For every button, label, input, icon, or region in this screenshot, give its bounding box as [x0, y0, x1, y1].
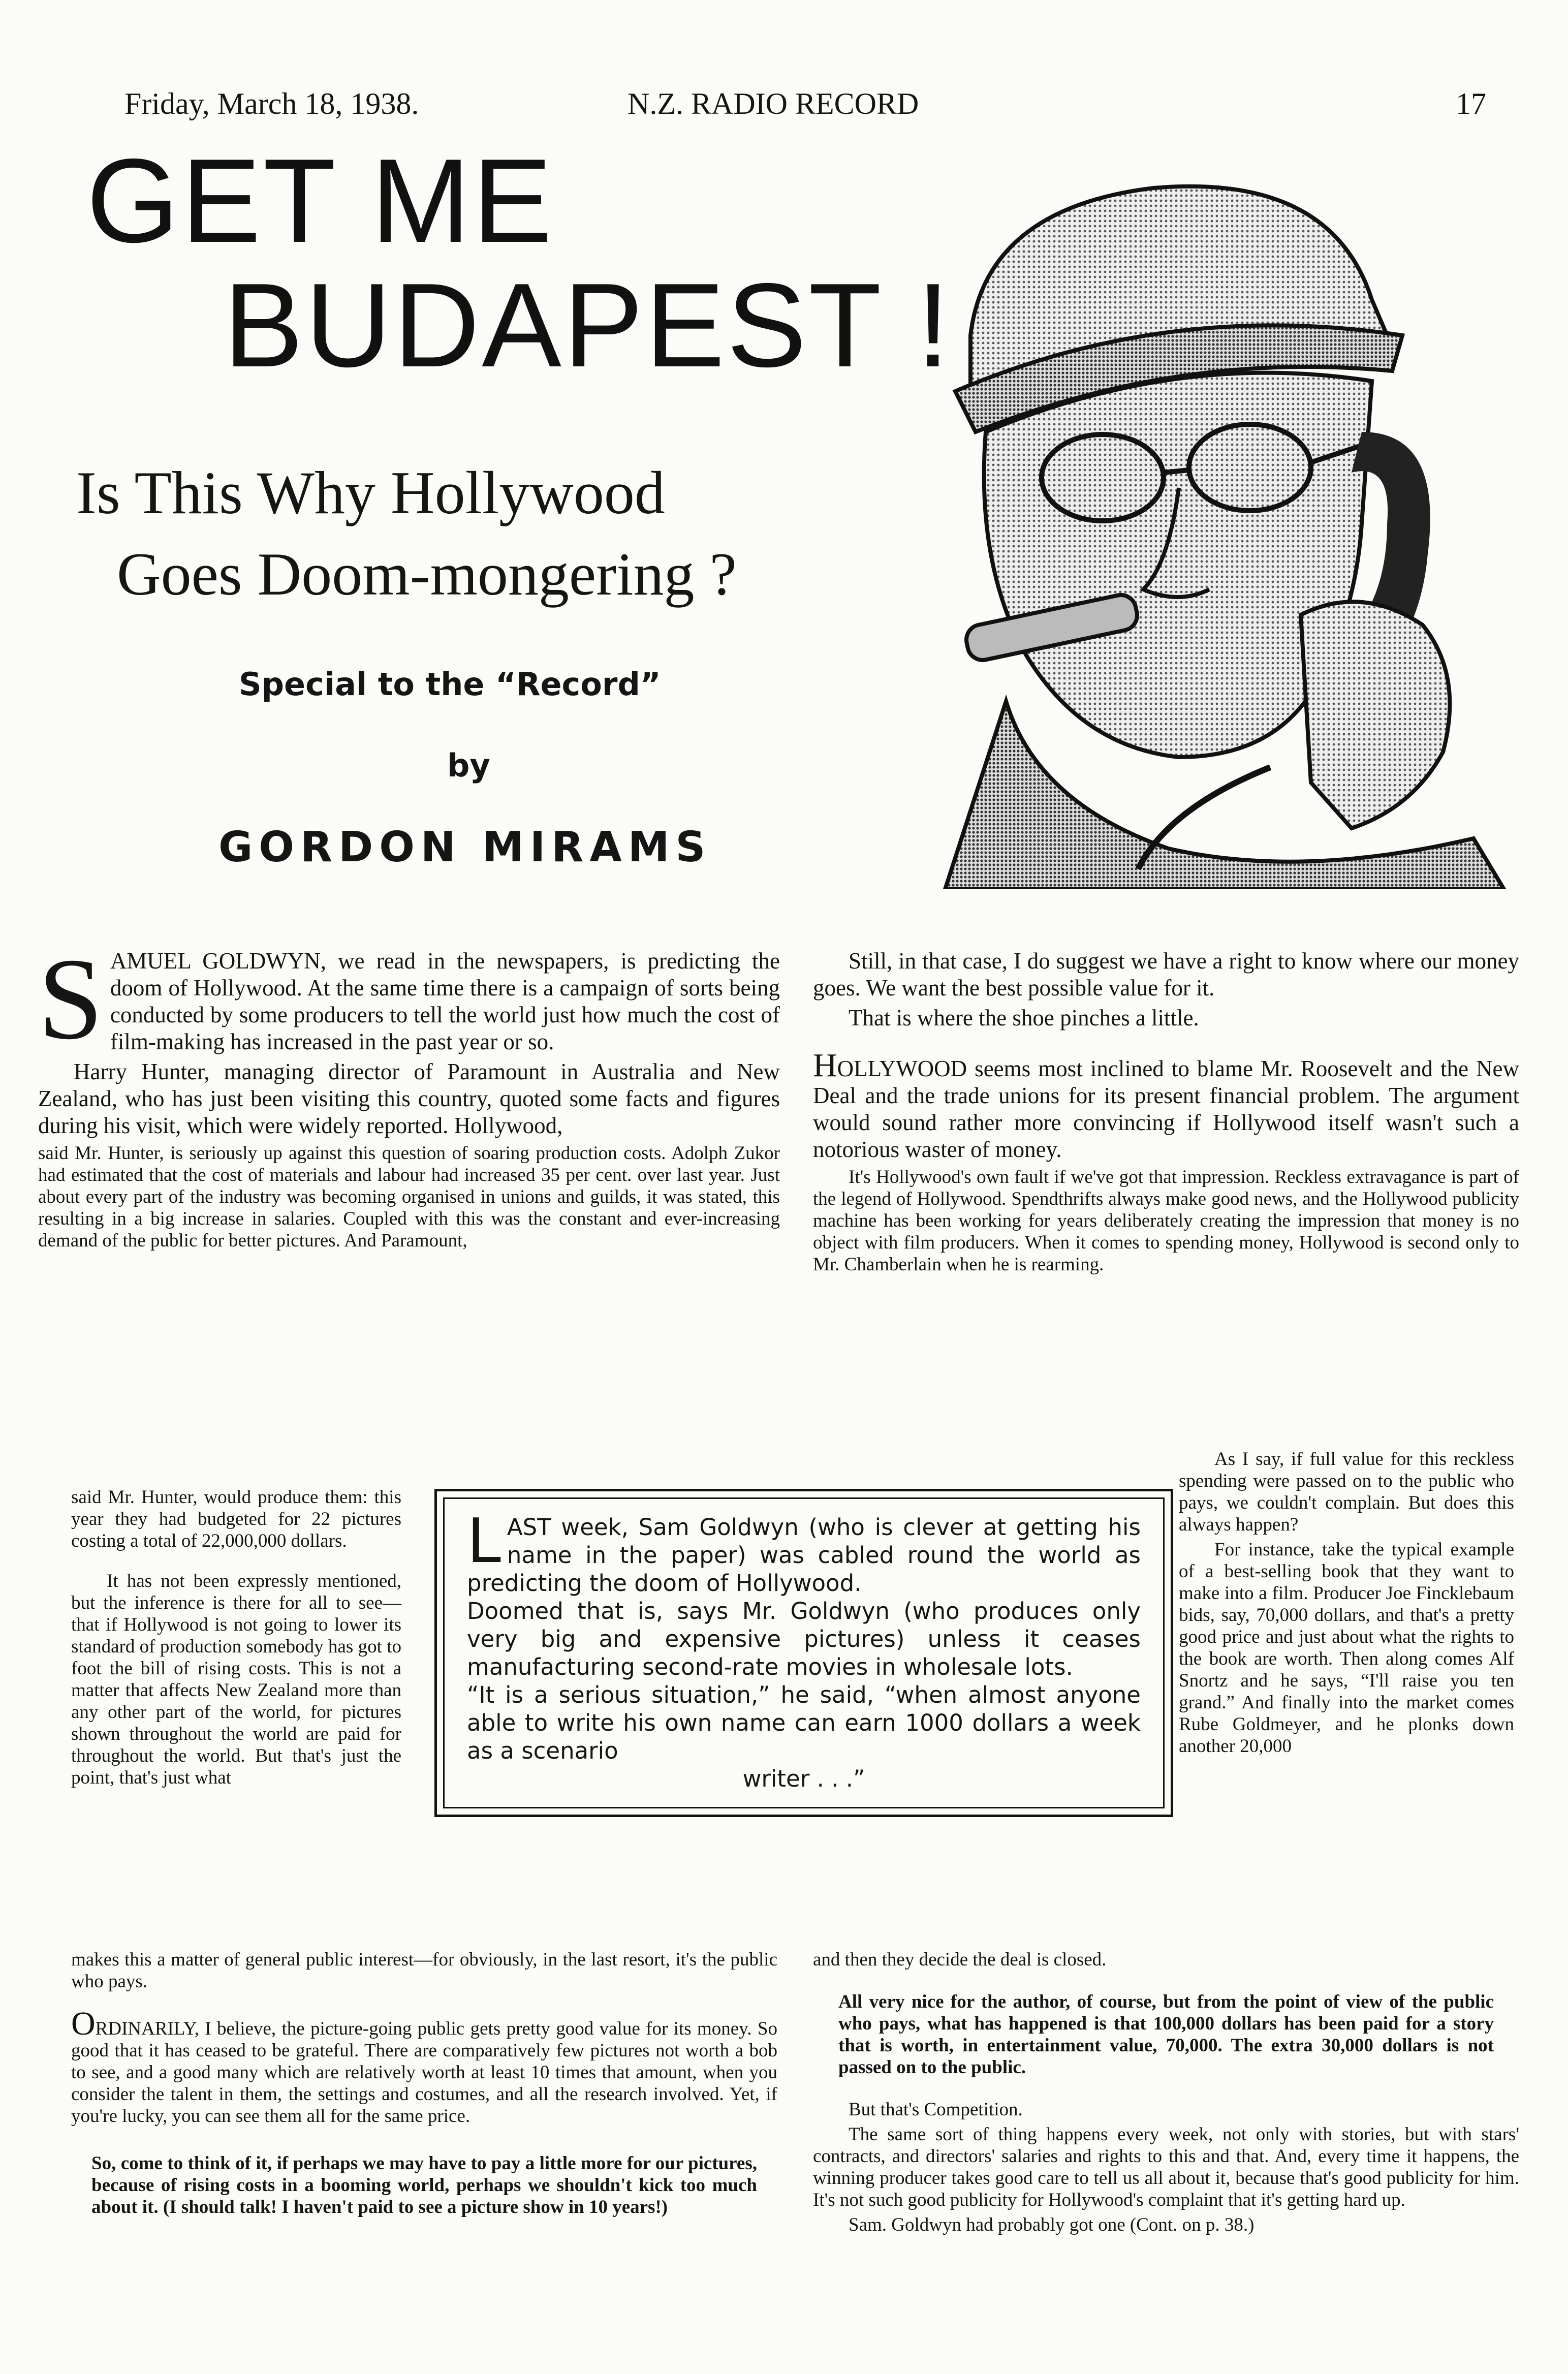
- headline-line-2: BUDAPEST !: [224, 258, 952, 392]
- boxout-inner: [443, 1497, 1165, 1808]
- publication-name: N.Z. RADIO RECORD: [628, 87, 919, 120]
- left-column: [38, 934, 780, 1255]
- boxout-text-1: AST week, Sam Goldwyn (who is clever at getting his name in the paper) was cabled round the world as predicting the doom of Hollywood.: [467, 1514, 1141, 1597]
- author-name: GORDON MIRAMS: [218, 823, 712, 871]
- caricature-icon: [915, 168, 1514, 889]
- right-column-lower: [813, 1949, 1519, 2239]
- ordinarily-text: RDINARILY, I believe, the picture-going public gets pretty good value for its money. So good that it has ceased to be grateful. There are comparatively few pictures not worth a bob to see, and a good many which are relatively worth at least 10 times that amount, when you consider the talent in them, the settings and costumes, and all the research involved. Yet, if you're lucky, you can see them all for the same price.: [71, 2018, 777, 2127]
- left-column-lower: [71, 1949, 777, 2218]
- paragraph-same-sort: The same sort of thing happens every week, not only with stories, but with stars' contracts, and directors' salaries and rights to this and that. And, every time it happens, the winning producer takes good care to tell us all about it, because that's good publicity for him. It's not such good publicity for Hollywood's complaint that it's getting hard up.: [813, 2124, 1519, 2210]
- paragraph-public-pays: makes this a matter of general public interest—for obviously, in the last resort, it's the public who pays.: [71, 1949, 777, 1992]
- paragraph-ordinarily: [71, 2005, 777, 2127]
- paragraph-come-to-think: So, come to think of it, if perhaps we may have to pay a little more for our pictures, because of rising costs in a booming world, perhaps we shouldn't kick too much about it. (I should talk! I haven't paid to see a picture show in 10 years!): [91, 2153, 757, 2217]
- paragraph-nice-for-author: All very nice for the author, of course, but from the point of view of the public who pays, what has happened is that 100,000 dollars has been paid for a story that is worth, in entertainment value, 70,000. The extra 30,000 dollars is not passed on to the public.: [838, 1991, 1494, 2078]
- paragraph-deal-closed: and then they decide the deal is closed.: [813, 1949, 1107, 1970]
- paragraph-full-value: As I say, if full value for this reckless spending were passed on to the public who pays, we couldn't complain. But does this always happen?: [1179, 1449, 1514, 1535]
- paragraph-extravagance: It's Hollywood's own fault if we've got that impression. Reckless extravagance is part of the legend of Hollywood. Spendthrifts always make good news, and the Hollywood publicity machine has been working for years deliberately creating the impression that money is no object with film producers. When it comes to spending money, Hollywood is second only to Mr. Chamberlain when he is rearming.: [813, 1167, 1519, 1275]
- paragraph-intro: [38, 934, 780, 1064]
- paragraph-still: Still, in that case, I do suggest we have a right to know where our money goes. We want the best possible value for it.: [813, 948, 1519, 1001]
- subheadline-line-2: Goes Doom-mongering ?: [117, 540, 737, 608]
- boxout-para-1: [467, 1506, 1141, 1597]
- paragraph-continued: Sam. Goldwyn had probably got one (Cont. on p. 38.): [849, 2214, 1255, 2235]
- cap-h: H: [813, 1047, 837, 1084]
- boxout-para-3: “It is a serious situation,” he said, “when almost anyone able to write his own name can earn 1000 dollars a week as a scenario: [467, 1681, 1141, 1764]
- paragraph-hunter-small: said Mr. Hunter, is seriously up against this question of soaring production costs. Adolph Zukor had estimated that the cost of materials and labour had increased 35 per cent. over last year. Just about every part of the industry was becoming organised in unions and guilds, it was stated, this resulting in a big increase in salaries. Coupled with this was the constant and ever-increasing demand of the public for better pictures. And Paramount,: [38, 1143, 780, 1251]
- cap-o: O: [71, 2005, 96, 2042]
- issue-date: Friday, March 18, 1938.: [124, 87, 419, 120]
- special-credit: Special to the “Record”: [239, 666, 661, 703]
- boxout-cap-l: L: [467, 1506, 501, 1577]
- left-narrow-column: [71, 1486, 401, 1792]
- page-number: 17: [1456, 87, 1486, 120]
- paragraph-inference: It has not been expressly mentioned, but the inference is there for all to see—that if Hollywood is not going to lower its standard of production somebody has got to foot the bill of rising costs. This is not a matter that affects New Zealand more than any other part of the world, for pictures shown throughout the world are paid for throughout the world. But that's just the point, that's just what: [71, 1571, 401, 1788]
- paragraph-for-instance: For instance, take the typical example of a best-selling book that they want to make into a film. Producer Joe Fincklebaum bids, say, 70,000 dollars, and that's a pretty good price and just about what the rights to the book are worth. Then along comes Alf Snortz and he says, “I'll raise you ten grand.” And finally into the market comes Rube Goldmeyer, and he plonks down another 20,000: [1179, 1539, 1514, 1757]
- paragraph-budget: said Mr. Hunter, would produce them: this year they had budgeted for 22 pictures costing a total of 22,000,000 dollars.: [71, 1487, 401, 1551]
- paragraph-hollywood-blame: [813, 1047, 1519, 1163]
- intro-text: AMUEL GOLDWYN, we read in the newspapers, is predicting the doom of Hollywood. At the same time there is a campaign of sorts being conducted by some producers to tell the world just how much the cost of film-making has increased in the past year or so.: [110, 948, 780, 1054]
- right-narrow-column: [1179, 1448, 1514, 1760]
- boxout: [434, 1489, 1173, 1817]
- hollywood-blame-text: OLLYWOOD seems most inclined to blame Mr. Roosevelt and the New Deal and the trade unions for its present financial problem. The argument would sound rather more convincing if Hollywood itself wasn't such a notorious waster of money.: [813, 1056, 1519, 1162]
- boxout-para-2: Doomed that is, says Mr. Goldwyn (who produces only very big and expensive pictures) unless it ceases manufacturing second-rate movies in wholesale lots.: [467, 1598, 1141, 1680]
- drop-cap-s: S: [38, 934, 103, 1064]
- page-header: [0, 86, 1568, 132]
- right-column: [813, 948, 1519, 1278]
- paragraph-shoe-pinches: That is where the shoe pinches a little.: [849, 1005, 1199, 1030]
- headline-line-1: GET ME: [86, 134, 554, 267]
- boxout-para-4: writer . . .”: [742, 1765, 865, 1792]
- byline-by: by: [447, 747, 490, 784]
- subheadline-line-1: Is This Why Hollywood: [76, 459, 665, 526]
- paragraph-hunter: Harry Hunter, managing director of Paramount in Australia and New Zealand, who has just been visiting this country, quoted some facts and figures during his visit, which were widely reported. Hollywood,: [38, 1059, 780, 1138]
- paragraph-competition: But that's Competition.: [849, 2099, 1023, 2120]
